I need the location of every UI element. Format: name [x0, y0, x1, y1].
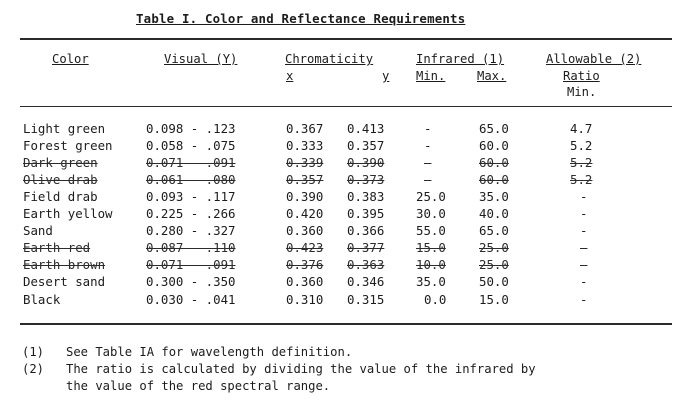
cell-ir-max: 50.0 [479, 274, 509, 289]
cell-visual: 0.071 - .091 [146, 257, 236, 272]
cell-color: Field drab [23, 189, 98, 204]
table-title: Table I. Color and Reflectance Requirements [136, 11, 466, 26]
cell-ir-min: - [424, 121, 432, 136]
cell-x: 0.339 [286, 155, 324, 170]
cell-color: Dark green [23, 155, 98, 170]
cell-ratio: - [580, 257, 588, 272]
cell-y: 0.383 [347, 189, 385, 204]
cell-ir-min: 55.0 [416, 223, 446, 238]
header-chrom-x: x [286, 69, 294, 83]
header-ir-max: Max. [477, 69, 507, 83]
cell-x: 0.333 [286, 138, 324, 153]
cell-x: 0.357 [286, 172, 324, 187]
cell-y: 0.395 [347, 206, 385, 221]
cell-ir-max: 60.0 [479, 155, 509, 170]
cell-ir-min: 35.0 [416, 274, 446, 289]
cell-visual: 0.280 - .327 [146, 223, 236, 238]
table-top-rule [20, 38, 672, 40]
cell-color: Earth red [23, 240, 91, 255]
header-ratio-min: Min. [567, 85, 597, 99]
cell-ratio: 4.7 [570, 121, 593, 136]
cell-y: 0.413 [347, 121, 385, 136]
table-bottom-rule [20, 323, 672, 325]
cell-y: 0.390 [347, 155, 385, 170]
cell-y: 0.357 [347, 138, 385, 153]
header-chrom-y: y [382, 69, 390, 83]
cell-visual: 0.225 - .266 [146, 206, 236, 221]
cell-ir-min: - [424, 138, 432, 153]
cell-x: 0.390 [286, 189, 324, 204]
cell-ir-max: 40.0 [479, 206, 509, 221]
cell-color: Light green [23, 121, 106, 136]
cell-ratio: 5.2 [570, 138, 593, 153]
cell-ir-min: - [424, 172, 432, 187]
cell-ir-max: 25.0 [479, 257, 509, 272]
cell-ir-min: 0.0 [424, 292, 447, 307]
cell-ratio: 5.2 [570, 155, 593, 170]
footnote-text: The ratio is calculated by dividing the value of the infrared by [66, 362, 536, 376]
cell-ratio: - [580, 223, 588, 238]
cell-visual: 0.030 - .041 [146, 292, 236, 307]
cell-x: 0.423 [286, 240, 324, 255]
cell-visual: 0.098 - .123 [146, 121, 236, 136]
cell-visual: 0.071 - .091 [146, 155, 236, 170]
cell-x: 0.310 [286, 292, 324, 307]
cell-ir-min: 15.0 [416, 240, 446, 255]
cell-ir-max: 35.0 [479, 189, 509, 204]
header-chromaticity: Chromaticity [285, 52, 374, 66]
cell-ir-max: 60.0 [479, 138, 509, 153]
cell-ir-max: 65.0 [479, 223, 509, 238]
cell-ir-max: 15.0 [479, 292, 509, 307]
cell-y: 0.377 [347, 240, 385, 255]
cell-ratio: 5.2 [570, 172, 593, 187]
cell-color: Olive drab [23, 172, 98, 187]
cell-ir-max: 65.0 [479, 121, 509, 136]
cell-color: Earth yellow [23, 206, 113, 221]
cell-visual: 0.061 - .080 [146, 172, 236, 187]
cell-ratio: - [580, 240, 588, 255]
cell-color: Forest green [23, 138, 113, 153]
header-allowable: Allowable (2) [546, 52, 642, 66]
cell-color: Earth brown [23, 257, 106, 272]
header-divider [20, 106, 672, 107]
header-ratio: Ratio [563, 69, 600, 83]
cell-x: 0.420 [286, 206, 324, 221]
cell-ir-min: 30.0 [416, 206, 446, 221]
cell-ir-min: 10.0 [416, 257, 446, 272]
cell-visual: 0.300 - .350 [146, 274, 236, 289]
footnote-marker: (2) [22, 362, 45, 376]
cell-ratio: - [580, 292, 588, 307]
cell-ratio: - [580, 189, 588, 204]
cell-visual: 0.093 - .117 [146, 189, 236, 204]
cell-visual: 0.058 - .075 [146, 138, 236, 153]
header-visual: Visual (Y) [164, 52, 238, 66]
cell-y: 0.366 [347, 223, 385, 238]
footnote-text: the value of the red spectral range. [66, 379, 331, 393]
cell-ir-max: 60.0 [479, 172, 509, 187]
cell-y: 0.373 [347, 172, 385, 187]
header-ir-min: Min. [416, 69, 446, 83]
cell-x: 0.360 [286, 223, 324, 238]
cell-ir-max: 25.0 [479, 240, 509, 255]
cell-ir-min: 25.0 [416, 189, 446, 204]
header-infrared: Infrared (1) [416, 52, 505, 66]
cell-color: Desert sand [23, 274, 106, 289]
footnote-text: See Table IA for wavelength definition. [66, 345, 353, 359]
cell-color: Black [23, 292, 61, 307]
cell-ratio: - [580, 206, 588, 221]
cell-visual: 0.087 - .110 [146, 240, 236, 255]
cell-y: 0.363 [347, 257, 385, 272]
cell-ratio: - [580, 274, 588, 289]
cell-ir-min: - [424, 155, 432, 170]
header-color: Color [52, 52, 89, 66]
cell-x: 0.367 [286, 121, 324, 136]
cell-y: 0.346 [347, 274, 385, 289]
cell-color: Sand [23, 223, 53, 238]
cell-x: 0.360 [286, 274, 324, 289]
footnote-marker: (1) [22, 345, 45, 359]
cell-x: 0.376 [286, 257, 324, 272]
cell-y: 0.315 [347, 292, 385, 307]
